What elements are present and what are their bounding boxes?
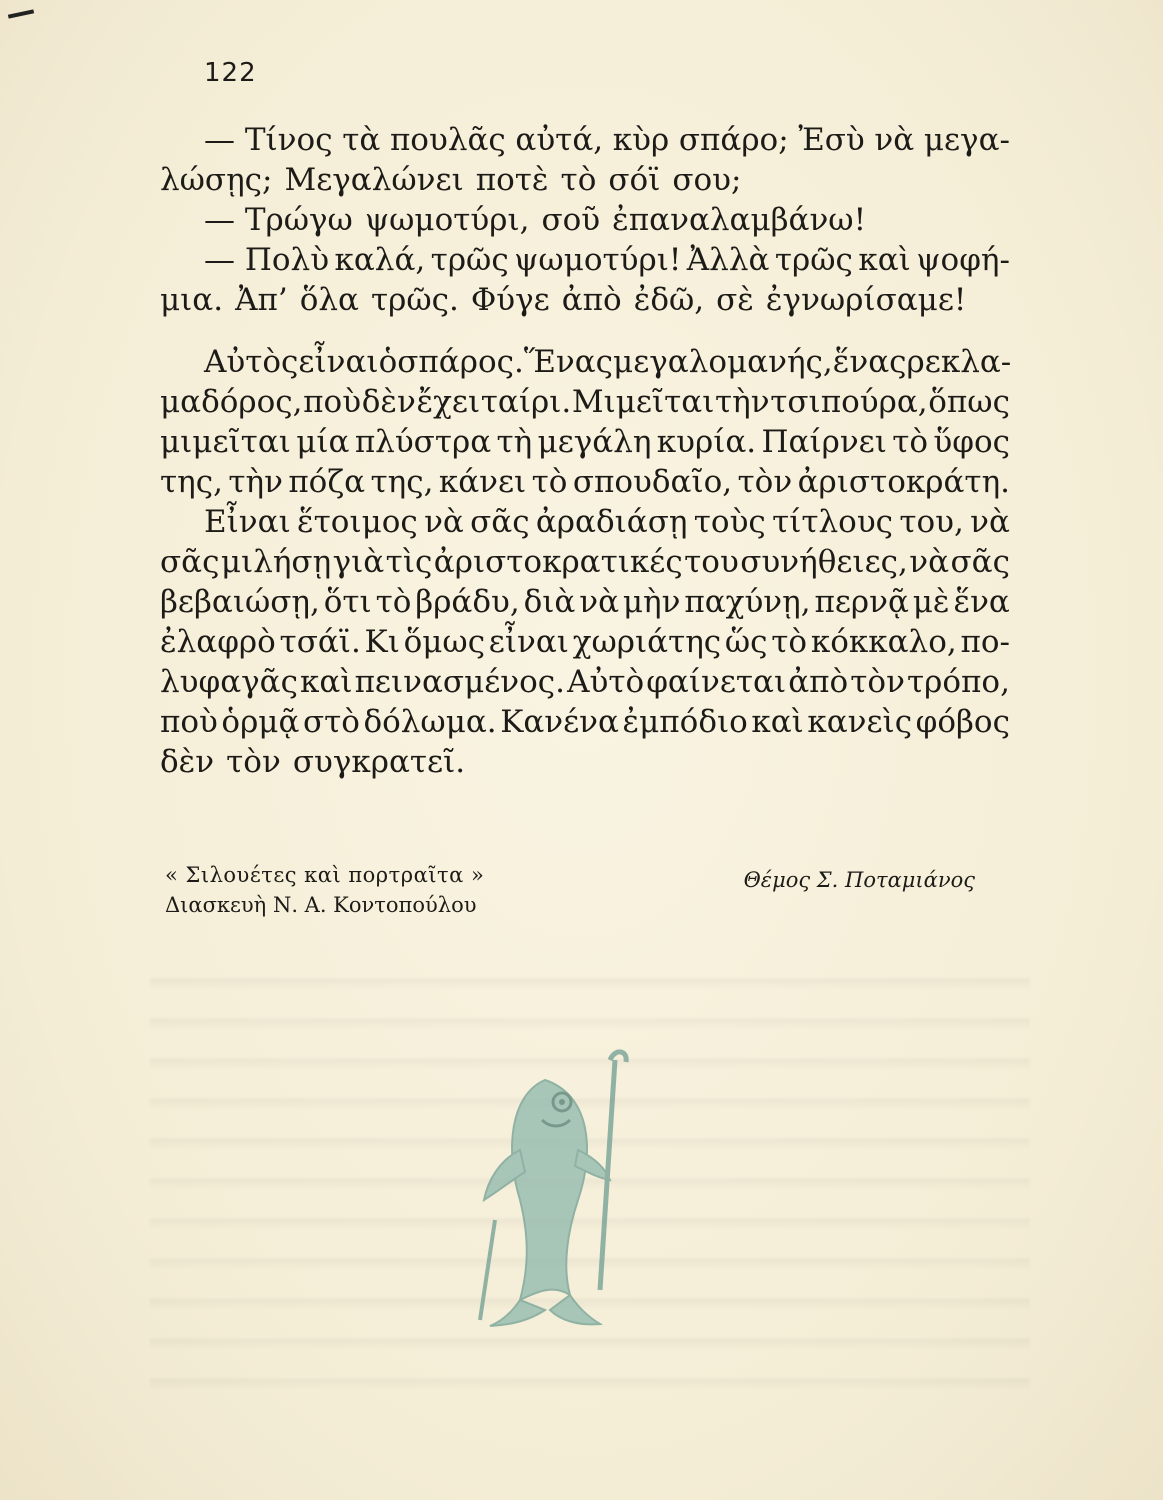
word: δὲν bbox=[361, 384, 416, 420]
word: τρόπο, bbox=[907, 664, 1010, 700]
word: ὕφος bbox=[933, 424, 1010, 460]
word: καὶ bbox=[300, 664, 353, 700]
text-line bbox=[160, 200, 1010, 240]
word: της, bbox=[370, 464, 434, 500]
word: ὅλα bbox=[299, 282, 359, 318]
word: — Τίνος bbox=[204, 122, 333, 158]
word: μεγαλομανής, bbox=[613, 344, 833, 380]
body-text bbox=[160, 120, 1010, 782]
word: σὲ bbox=[716, 282, 754, 318]
word: στὸ bbox=[302, 704, 360, 740]
word: Ἀπ’ bbox=[235, 282, 288, 318]
word: τὴν bbox=[715, 384, 770, 420]
word: σπουδαῖο, bbox=[572, 464, 733, 500]
word: τὸ bbox=[375, 584, 412, 620]
word: ὁρμᾷ bbox=[221, 704, 300, 740]
word: μὲ bbox=[912, 584, 950, 620]
word: καλά, bbox=[334, 242, 426, 278]
text-line bbox=[160, 120, 1010, 160]
word: χωριάτης bbox=[572, 624, 722, 660]
text-line bbox=[160, 240, 1010, 280]
word: νὰ bbox=[424, 504, 464, 540]
word: ὅπως bbox=[928, 384, 1010, 420]
word: — Πολὺ bbox=[204, 242, 330, 278]
word: Εἶναι bbox=[204, 504, 291, 540]
source-title: « Σιλουέτες καὶ πορτραῖτα » bbox=[165, 863, 485, 887]
word: δὲν bbox=[160, 744, 215, 780]
text-line bbox=[160, 160, 1010, 200]
word: τσιπούρα, bbox=[770, 384, 928, 420]
word: ἕνα bbox=[953, 584, 1010, 620]
word: κυρία. bbox=[656, 424, 757, 460]
word: λυφαγᾶς bbox=[160, 664, 298, 700]
word: ποὺ bbox=[160, 704, 218, 740]
word: Ἐσὺ bbox=[798, 122, 865, 158]
text-line bbox=[160, 702, 1010, 742]
word: φαίνεται bbox=[646, 664, 787, 700]
word: ὁ bbox=[378, 344, 398, 380]
word: σᾶς bbox=[160, 544, 220, 580]
word: τὶς bbox=[385, 544, 433, 580]
source-credit bbox=[165, 860, 484, 920]
word: συνήθειες, bbox=[740, 544, 908, 580]
adaptation-credit: Διασκευὴ Ν. Α. Κοντοπούλου bbox=[165, 893, 477, 917]
word: ὥς bbox=[724, 624, 768, 660]
word: ἀραδιάσῃ bbox=[535, 504, 688, 540]
word: καὶ bbox=[751, 704, 804, 740]
word: ρεκλα- bbox=[906, 344, 1012, 380]
word: εἶναι bbox=[298, 344, 379, 380]
word: ἕτοιμος bbox=[297, 504, 418, 540]
word: κάνει bbox=[438, 464, 527, 500]
word: τσάϊ. bbox=[279, 624, 361, 660]
text-line bbox=[160, 542, 1010, 582]
word: ἀπὸ bbox=[788, 664, 849, 700]
word: βεβαιώσῃ, bbox=[160, 584, 320, 620]
word: νὰ bbox=[874, 122, 915, 158]
fish-with-monocle-and-cane-icon bbox=[450, 1040, 650, 1330]
text-line bbox=[160, 342, 1010, 382]
word: πλύστρα bbox=[354, 424, 492, 460]
word: ἀπὸ bbox=[561, 282, 622, 318]
word: μια. bbox=[160, 282, 224, 318]
corner-mark bbox=[8, 9, 34, 18]
word: Αὐτὸς bbox=[204, 344, 299, 380]
word: ἀριστοκράτη. bbox=[797, 464, 1010, 500]
text-line bbox=[160, 742, 1010, 782]
word: τὴ bbox=[496, 424, 533, 460]
word: ἐδῶ, bbox=[633, 282, 705, 318]
word: ὅμως bbox=[403, 624, 486, 660]
word: περνᾷ bbox=[814, 584, 909, 620]
word: δόλωμα. bbox=[363, 704, 497, 740]
word: σου; bbox=[672, 162, 742, 198]
text-line bbox=[160, 662, 1010, 702]
word: σᾶς bbox=[950, 544, 1010, 580]
word: ἔχει bbox=[416, 384, 481, 420]
word: ποὺ bbox=[303, 384, 362, 420]
word: τὸ bbox=[771, 624, 808, 660]
text-line bbox=[160, 622, 1010, 662]
word: μὴν bbox=[622, 584, 681, 620]
text-line bbox=[160, 280, 1010, 320]
word: τίτλους bbox=[772, 504, 894, 540]
word: ἐλαφρὸ bbox=[160, 624, 276, 660]
word: ὅτι bbox=[323, 584, 372, 620]
word: σπάρο; bbox=[678, 122, 789, 158]
word: σοῦ bbox=[541, 202, 601, 238]
paragraph-gap bbox=[160, 320, 1010, 342]
word: Ἀλλὰ bbox=[686, 242, 770, 278]
word: τρῶς bbox=[774, 242, 853, 278]
text-line bbox=[160, 462, 1010, 502]
word: Κανένα bbox=[500, 704, 619, 740]
word: πεινασμένος. bbox=[354, 664, 566, 700]
word: μεγάλη bbox=[537, 424, 652, 460]
word: τρῶς. bbox=[370, 282, 459, 318]
word: ψωμοτύρι! bbox=[514, 242, 682, 278]
word: ἕνας bbox=[832, 344, 907, 380]
word: ψοφή- bbox=[916, 242, 1010, 278]
word: ἐμπόδιο bbox=[622, 704, 748, 740]
word: μιλήσῃ bbox=[220, 544, 332, 580]
text-line bbox=[160, 422, 1010, 462]
word: σόϊ bbox=[608, 162, 661, 198]
word: μία bbox=[296, 424, 350, 460]
word: σᾶς bbox=[470, 504, 530, 540]
word: ἀριστοκρατικές bbox=[433, 544, 683, 580]
word: τοὺς bbox=[693, 504, 766, 540]
word: Κι bbox=[364, 624, 400, 660]
word: της, bbox=[160, 464, 223, 500]
word: σπάρος. bbox=[397, 344, 524, 380]
word: τὸν bbox=[737, 464, 793, 500]
word: καὶ bbox=[858, 242, 911, 278]
word: τὰ bbox=[342, 122, 381, 158]
text-line bbox=[160, 582, 1010, 622]
word: φόβος bbox=[915, 704, 1010, 740]
word: ταίρι. bbox=[480, 384, 572, 420]
word: νὰ bbox=[579, 584, 620, 620]
word: Ἕνας bbox=[523, 344, 614, 380]
page-number: 122 bbox=[204, 58, 257, 88]
word: τὴν bbox=[228, 464, 283, 500]
word: τὸ bbox=[560, 162, 597, 198]
word: τρῶς bbox=[430, 242, 509, 278]
word: ἐπαναλαμβάνω! bbox=[612, 202, 867, 238]
word: συγκρατεῖ. bbox=[292, 744, 466, 780]
word: Μεγαλώνει bbox=[284, 162, 464, 198]
word: μιμεῖται bbox=[160, 424, 291, 460]
word: βράδυ, bbox=[415, 584, 520, 620]
word: ψωμοτύρι, bbox=[364, 202, 530, 238]
word: μεγα- bbox=[923, 122, 1010, 158]
word: μαδόρος, bbox=[160, 384, 303, 420]
text-line bbox=[160, 502, 1010, 542]
word: νὰ bbox=[970, 504, 1010, 540]
author-name: Θέμος Σ. Ποταμιάνος bbox=[743, 868, 975, 892]
word: διὰ bbox=[523, 584, 576, 620]
word: τὸν bbox=[226, 744, 281, 780]
word: πόζα bbox=[288, 464, 366, 500]
word: του bbox=[684, 544, 739, 580]
word: ἐγνωρίσαμε! bbox=[765, 282, 967, 318]
word: κὺρ bbox=[612, 122, 670, 158]
word: νὰ bbox=[909, 544, 950, 580]
word: πουλᾶς bbox=[389, 122, 506, 158]
word: αὐτά, bbox=[515, 122, 604, 158]
word: Φύγε bbox=[470, 282, 550, 318]
word: — Τρώγω bbox=[204, 202, 353, 238]
word: παχύνῃ, bbox=[684, 584, 811, 620]
word: Αὐτὸ bbox=[567, 664, 645, 700]
word: κόκκαλο, bbox=[810, 624, 957, 660]
word: γιὰ bbox=[332, 544, 385, 580]
word: πο- bbox=[960, 624, 1010, 660]
word: Μιμεῖται bbox=[571, 384, 715, 420]
word: τὸ bbox=[531, 464, 568, 500]
word: τὸ bbox=[892, 424, 929, 460]
word: εἶναι bbox=[488, 624, 569, 660]
word: κανεὶς bbox=[807, 704, 913, 740]
word: ποτὲ bbox=[475, 162, 549, 198]
word: του, bbox=[899, 504, 964, 540]
text-line bbox=[160, 382, 1010, 422]
word: τὸν bbox=[850, 664, 905, 700]
word: λώσῃς; bbox=[160, 162, 273, 198]
word: Παίρνει bbox=[761, 424, 887, 460]
